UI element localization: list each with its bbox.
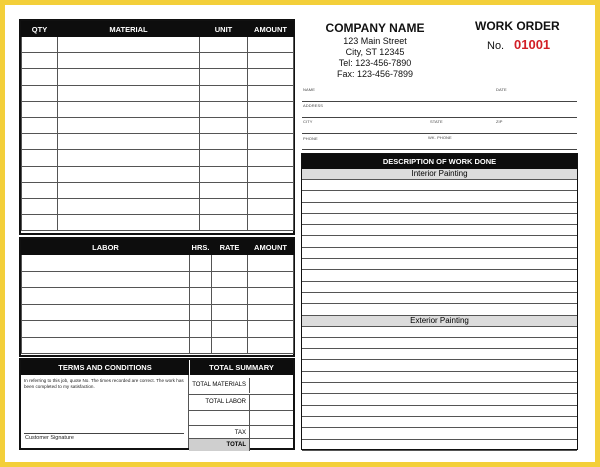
material-cell[interactable] — [248, 85, 294, 101]
material-cell[interactable] — [58, 69, 200, 85]
company-block — [305, 21, 445, 80]
material-cell[interactable] — [58, 198, 200, 214]
name-label: NAME — [303, 87, 315, 92]
labor-cell[interactable] — [248, 271, 294, 288]
material-cell[interactable] — [58, 85, 200, 101]
description-line[interactable] — [302, 372, 577, 383]
materials-rows — [22, 37, 294, 231]
labor-cell[interactable] — [22, 337, 190, 354]
address-label: ADDRESS — [303, 103, 324, 108]
blank-summary-row — [189, 410, 293, 426]
zip-label: ZIP — [496, 119, 503, 124]
description-line[interactable] — [302, 203, 577, 214]
interior-painting-heading: Interior Painting — [302, 169, 577, 180]
material-cell[interactable] — [200, 198, 248, 214]
labor-cell[interactable] — [190, 337, 212, 354]
order-number: 01001 — [514, 37, 551, 52]
material-row — [22, 53, 294, 69]
material-cell[interactable] — [58, 117, 200, 133]
material-cell[interactable] — [22, 101, 58, 117]
description-line[interactable] — [302, 191, 577, 202]
material-cell[interactable] — [22, 182, 58, 198]
labor-cell[interactable] — [248, 288, 294, 305]
labor-cell[interactable] — [248, 321, 294, 338]
summary-title: TOTAL SUMMARY — [189, 360, 293, 375]
description-line[interactable] — [302, 304, 577, 315]
material-cell[interactable] — [22, 134, 58, 150]
material-cell[interactable] — [22, 85, 58, 101]
material-cell[interactable] — [22, 215, 58, 231]
material-row — [22, 101, 294, 117]
description-box — [301, 153, 578, 450]
amount-column-header: AMOUNT — [248, 22, 294, 37]
total-row — [189, 438, 293, 451]
material-column-header: MATERIAL — [58, 22, 200, 37]
labor-table — [21, 239, 294, 354]
city-label: CITY — [303, 119, 313, 124]
material-cell[interactable] — [248, 150, 294, 166]
material-cell[interactable] — [248, 215, 294, 231]
material-row — [22, 182, 294, 198]
description-line[interactable] — [302, 417, 577, 428]
material-cell[interactable] — [248, 198, 294, 214]
wk-phone-label: WK. PHONE — [428, 135, 452, 140]
order-no-label: No. — [487, 40, 505, 52]
description-line[interactable] — [302, 440, 577, 451]
materials-table-box — [19, 19, 295, 235]
labor-cell[interactable] — [22, 255, 190, 272]
terms-summary-box — [19, 358, 295, 450]
labor-row — [22, 337, 294, 354]
material-row — [22, 166, 294, 182]
total-materials-row — [189, 378, 293, 393]
material-cell[interactable] — [248, 182, 294, 198]
labor-cell[interactable] — [190, 255, 212, 272]
company-tel: Tel: 123-456-7890 — [338, 58, 412, 68]
description-line[interactable] — [302, 293, 577, 304]
material-cell[interactable] — [200, 117, 248, 133]
description-line[interactable] — [302, 327, 577, 338]
material-cell[interactable] — [58, 53, 200, 69]
material-cell[interactable] — [58, 101, 200, 117]
labor-cell[interactable] — [248, 304, 294, 321]
material-row — [22, 117, 294, 133]
rate-column-header: RATE — [212, 240, 248, 255]
company-fax: Fax: 123-456-7899 — [336, 69, 414, 79]
hrs-column-header: HRS. — [190, 240, 212, 255]
labor-row — [22, 271, 294, 288]
description-line[interactable] — [302, 394, 577, 405]
material-row — [22, 85, 294, 101]
labor-cell[interactable] — [190, 321, 212, 338]
material-cell[interactable] — [58, 166, 200, 182]
work-order-title: WORK ORDER — [475, 19, 560, 33]
labor-cell[interactable] — [190, 271, 212, 288]
material-cell[interactable] — [248, 101, 294, 117]
material-cell[interactable] — [22, 198, 58, 214]
description-lines — [302, 169, 577, 451]
labor-row — [22, 255, 294, 272]
labor-cell[interactable] — [212, 321, 248, 338]
material-cell[interactable] — [58, 37, 200, 53]
materials-table — [21, 21, 294, 231]
phone-label: PHONE — [303, 136, 318, 141]
material-row — [22, 69, 294, 85]
labor-cell[interactable] — [22, 271, 190, 288]
description-line[interactable] — [302, 360, 577, 371]
labor-cell[interactable] — [212, 304, 248, 321]
description-line[interactable] — [302, 406, 577, 417]
name-field[interactable] — [302, 101, 577, 102]
summary-panel — [188, 375, 293, 448]
qty-column-header: QTY — [22, 22, 58, 37]
material-cell[interactable] — [22, 117, 58, 133]
material-cell[interactable] — [200, 69, 248, 85]
material-cell[interactable] — [58, 182, 200, 198]
address-field[interactable] — [302, 117, 577, 118]
labor-amount-column-header: AMOUNT — [248, 240, 294, 255]
description-line[interactable] — [302, 428, 577, 439]
labor-row — [22, 288, 294, 305]
material-cell[interactable] — [58, 215, 200, 231]
material-cell[interactable] — [200, 215, 248, 231]
material-cell[interactable] — [200, 101, 248, 117]
description-line[interactable] — [302, 383, 577, 394]
state-label: STATE — [430, 119, 443, 124]
material-cell[interactable] — [22, 166, 58, 182]
labor-cell[interactable] — [248, 255, 294, 272]
material-cell[interactable] — [22, 53, 58, 69]
terms-text: In referring to this job, quote No. The times recorded are correct. The work has been completed to my satisfaction. — [24, 378, 184, 389]
description-title: DESCRIPTION OF WORK DONE — [302, 154, 577, 169]
labor-cell[interactable] — [22, 304, 190, 321]
labor-cell[interactable] — [190, 304, 212, 321]
labor-cell[interactable] — [22, 321, 190, 338]
total-labor-row — [189, 394, 293, 410]
total-labor-label: TOTAL LABOR — [205, 399, 246, 405]
labor-cell[interactable] — [190, 288, 212, 305]
material-cell[interactable] — [22, 150, 58, 166]
labor-cell[interactable] — [212, 271, 248, 288]
material-cell[interactable] — [200, 53, 248, 69]
material-row — [22, 134, 294, 150]
labor-cell[interactable] — [212, 288, 248, 305]
description-line[interactable] — [302, 270, 577, 281]
exterior-painting-heading: Exterior Painting — [302, 316, 577, 327]
labor-cell[interactable] — [248, 337, 294, 354]
material-row — [22, 215, 294, 231]
blank-summary-field[interactable] — [249, 411, 293, 426]
total-labor-field[interactable] — [249, 395, 293, 410]
material-cell[interactable] — [22, 69, 58, 85]
total-label: TOTAL — [189, 439, 249, 451]
material-row — [22, 198, 294, 214]
company-name: COMPANY NAME — [325, 21, 425, 35]
date-label: DATE — [496, 87, 507, 92]
labor-row — [22, 304, 294, 321]
material-cell[interactable] — [248, 37, 294, 53]
labor-column-header: LABOR — [22, 240, 190, 255]
city-state-zip-field[interactable] — [302, 133, 577, 134]
material-cell[interactable] — [248, 117, 294, 133]
description-line[interactable] — [302, 338, 577, 349]
material-cell[interactable] — [22, 37, 58, 53]
material-cell[interactable] — [58, 134, 200, 150]
work-order-sheet — [5, 5, 595, 462]
customer-signature-label: Customer Signature — [25, 435, 74, 441]
phone-field[interactable] — [302, 149, 577, 150]
description-line[interactable] — [302, 180, 577, 191]
labor-rows — [22, 255, 294, 354]
company-street: 123 Main Street — [343, 36, 407, 46]
total-field[interactable] — [249, 439, 293, 451]
material-row — [22, 37, 294, 53]
description-line[interactable] — [302, 214, 577, 225]
company-city: City, ST 12345 — [345, 47, 405, 57]
description-line[interactable] — [302, 225, 577, 236]
material-cell[interactable] — [248, 69, 294, 85]
unit-column-header: UNIT — [200, 22, 248, 37]
material-cell[interactable] — [248, 53, 294, 69]
material-cell[interactable] — [248, 166, 294, 182]
description-line[interactable] — [302, 259, 577, 270]
material-cell[interactable] — [200, 182, 248, 198]
material-cell[interactable] — [200, 166, 248, 182]
labor-table-box — [19, 237, 295, 357]
description-line[interactable] — [302, 349, 577, 360]
total-materials-field[interactable] — [249, 378, 293, 393]
terms-title: TERMS AND CONDITIONS — [21, 360, 189, 375]
total-materials-label: TOTAL MATERIALS — [192, 382, 246, 388]
labor-cell[interactable] — [212, 255, 248, 272]
material-cell[interactable] — [200, 134, 248, 150]
description-line[interactable] — [302, 236, 577, 247]
description-line[interactable] — [302, 248, 577, 259]
material-cell[interactable] — [200, 150, 248, 166]
description-line[interactable] — [302, 282, 577, 293]
labor-cell[interactable] — [22, 288, 190, 305]
material-cell[interactable] — [200, 85, 248, 101]
signature-line — [24, 433, 184, 434]
material-cell[interactable] — [248, 134, 294, 150]
labor-cell[interactable] — [212, 337, 248, 354]
labor-row — [22, 321, 294, 338]
material-cell[interactable] — [200, 37, 248, 53]
material-row — [22, 150, 294, 166]
tax-label: TAX — [234, 430, 246, 436]
material-cell[interactable] — [58, 150, 200, 166]
